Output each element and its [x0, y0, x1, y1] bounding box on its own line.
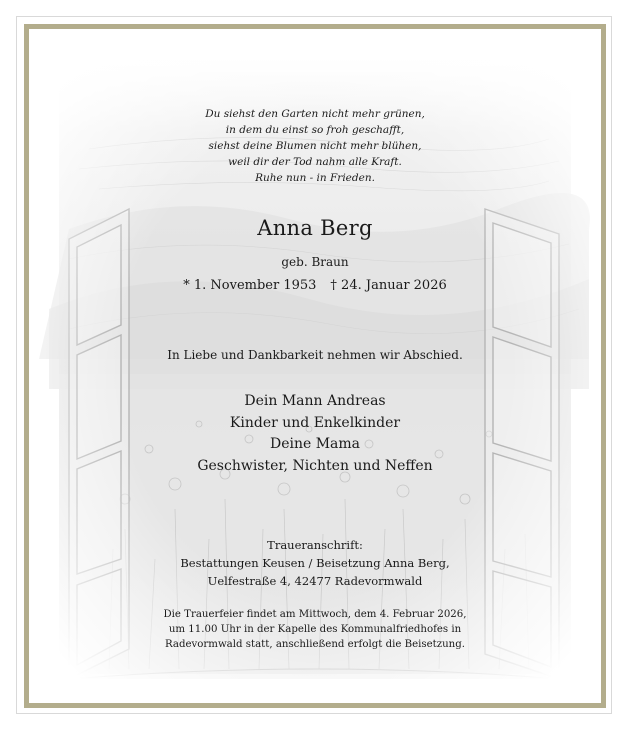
mourning-address — [29, 536, 601, 590]
obituary-content — [29, 29, 601, 703]
funeral-ceremony-notice — [29, 607, 601, 652]
poem-line: Du siehst den Garten nicht mehr grünen, — [205, 108, 425, 120]
address-heading: Traueranschrift: — [267, 538, 363, 552]
life-dates — [29, 278, 601, 293]
poem-line: weil dir der Tod nahm alle Kraft. — [228, 156, 402, 168]
ceremony-line: Radevormwald statt, anschließend erfolgt die Beisetzung. — [165, 639, 465, 650]
mourner-entry: Geschwister, Nichten und Neffen — [197, 457, 433, 474]
birth-date: * 1. November 1953 — [183, 278, 317, 293]
ceremony-line: um 11.00 Uhr in der Kapelle des Kommunalfriedhofes in — [168, 624, 462, 635]
mourner-entry: Kinder und Enkelkinder — [229, 414, 401, 431]
address-line: Uelfestraße 4, 42477 Radevormwald — [207, 574, 423, 588]
poem-line: in dem du einst so froh geschafft, — [225, 124, 405, 136]
memorial-poem — [29, 106, 601, 186]
mourner-entry: Dein Mann Andreas — [244, 393, 386, 409]
deceased-name: Anna Berg — [257, 216, 373, 240]
maiden-name: geb. Braun — [281, 255, 349, 269]
obituary-frame — [24, 24, 606, 708]
poem-line: Ruhe nun - in Frieden. — [255, 172, 375, 184]
mourner-entry: Deine Mama — [269, 436, 361, 452]
farewell-line: In Liebe und Dankbarkeit nehmen wir Abschied. — [167, 348, 463, 362]
mourners-list — [29, 391, 601, 477]
ceremony-line: Die Trauerfeier findet am Mittwoch, dem 4. Februar 2026, — [163, 609, 467, 620]
address-line: Bestattungen Keusen / Beisetzung Anna Berg, — [180, 556, 450, 570]
poem-line: siehst deine Blumen nicht mehr blühen, — [208, 140, 422, 152]
death-date: † 24. Januar 2026 — [330, 278, 447, 293]
